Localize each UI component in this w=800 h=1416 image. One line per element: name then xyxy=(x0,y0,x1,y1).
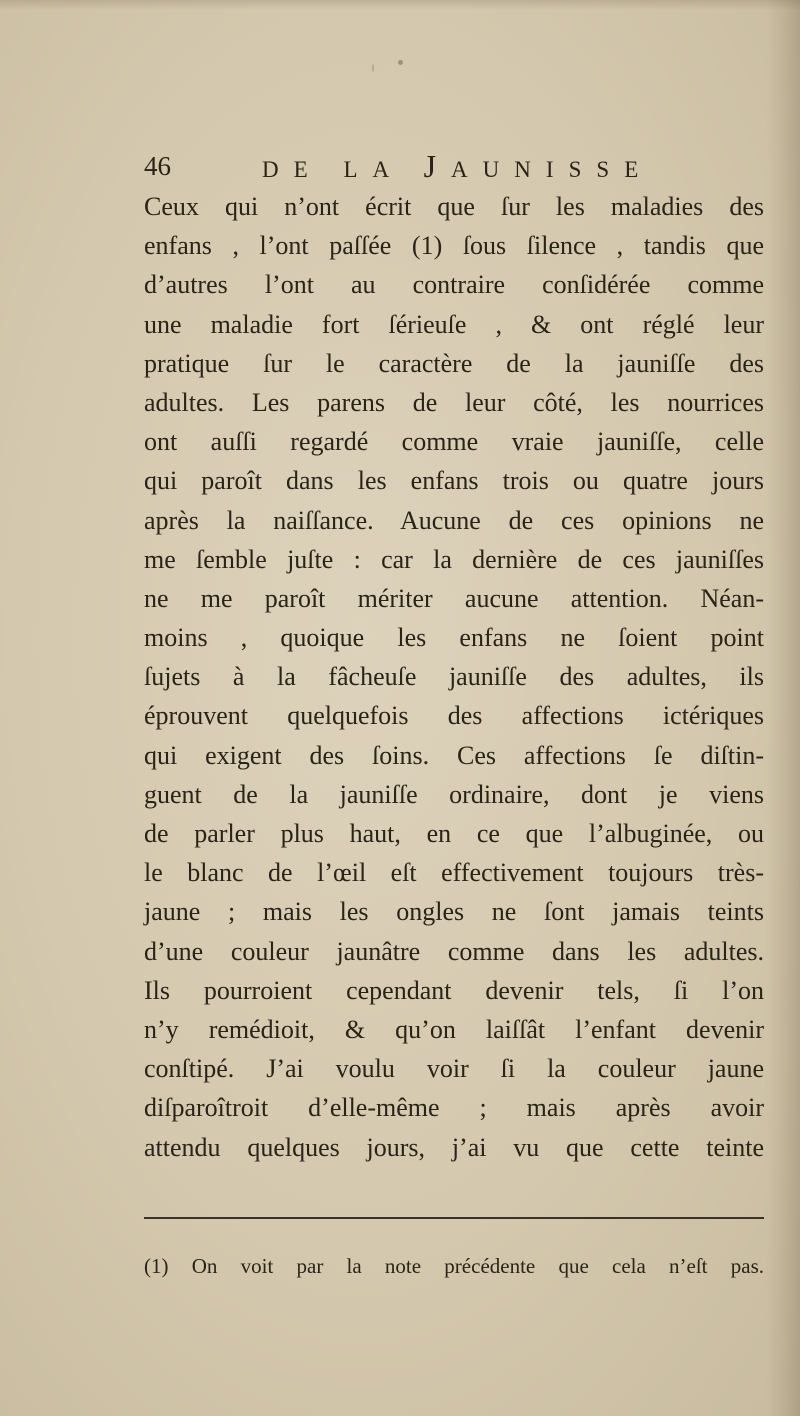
running-title-letter: I xyxy=(545,157,569,182)
text-line: Ceux qui n’ont écrit que ſur les maladies des xyxy=(144,192,764,221)
paper-speck xyxy=(398,60,403,65)
text-line: diſparoîtroit d’elle-même ; mais après avoir xyxy=(144,1093,764,1123)
running-title-space xyxy=(323,157,344,182)
text-line: ont auſſi regardé comme vraie jauniſſe, celle xyxy=(144,427,764,457)
text-line: le blanc de l’œil eſt effectivement toujours très- xyxy=(144,858,764,888)
text-line: enfans , l’ont paſſée (1) ſous ſilence , tandis que xyxy=(144,231,764,261)
text-line: guent de la jauniſſe ordinaire, dont je viens xyxy=(144,779,764,809)
text-line: moins , quoique les enfans ne ſoient point xyxy=(144,623,764,653)
text-line: de parler plus haut, en ce que l’albuginée, ou xyxy=(144,819,764,848)
text-line: d’une couleur jaunâtre comme dans les adultes. xyxy=(144,936,764,966)
running-title-letter: S xyxy=(596,157,625,182)
running-title-letter: A xyxy=(372,157,403,182)
text-line: n’y remédioit, & qu’on laiſſât l’enfant devenir xyxy=(144,1014,764,1044)
running-title-letter: S xyxy=(568,157,597,182)
running-title-letter: E xyxy=(624,157,654,182)
text-line: Ils pourroient cependant devenir tels, ſi l’on xyxy=(144,975,764,1005)
running-title-letter: D xyxy=(262,157,294,182)
paper-speck xyxy=(372,64,374,72)
running-title-letter: E xyxy=(293,157,323,182)
text-line: me ſemble juſte : car la dernière de ces jauniſſes xyxy=(144,544,764,574)
text-line: une maladie fort ſérieuſe , & ont réglé leur xyxy=(144,309,764,339)
text-line: conſtipé. J’ai voulu voir ſi la couleur jaune xyxy=(144,1054,764,1084)
running-title xyxy=(262,146,653,190)
running-title-letter: N xyxy=(514,157,546,182)
page-shadow-top xyxy=(0,0,800,10)
page-shadow-gutter xyxy=(766,0,800,1416)
running-title-capital: J xyxy=(423,148,452,184)
text-line: ſujets à la fâcheuſe jauniſſe des adultes, ils xyxy=(144,662,764,692)
running-title-space xyxy=(403,157,424,182)
text-line: éprouvent quelquefois des affections ictériques xyxy=(144,701,764,731)
text-line: jaune ; mais les ongles ne ſont jamais teints xyxy=(144,897,764,927)
footnote-rule xyxy=(144,1217,764,1219)
page-number: 46 xyxy=(144,151,171,181)
text-line: ne me paroît mériter aucune attention. Néan- xyxy=(144,583,764,613)
text-line: d’autres l’ont au contraire conſidérée comme xyxy=(144,270,764,300)
text-line: pratique ſur le caractère de la jauniſſe des xyxy=(144,348,764,378)
running-title-letter: L xyxy=(343,157,373,182)
text-line: après la naiſſance. Aucune de ces opinions ne xyxy=(144,505,764,535)
text-line: qui exigent des ſoins. Ces affections ſe diſtin- xyxy=(144,740,764,770)
footnote: (1) On voit par la note précédente que cela n’eſt pas. xyxy=(144,1254,764,1278)
body-text xyxy=(144,187,764,1167)
text-line: adultes. Les parens de leur côté, les nourrices xyxy=(144,387,764,417)
running-title-letter: A xyxy=(451,157,483,182)
running-header xyxy=(144,146,764,186)
running-title-letter: U xyxy=(482,157,515,182)
text-line: attendu quelques jours, j’ai vu que cette teinte xyxy=(144,1132,764,1162)
text-line: qui paroît dans les enfans trois ou quatre jours xyxy=(144,466,764,496)
